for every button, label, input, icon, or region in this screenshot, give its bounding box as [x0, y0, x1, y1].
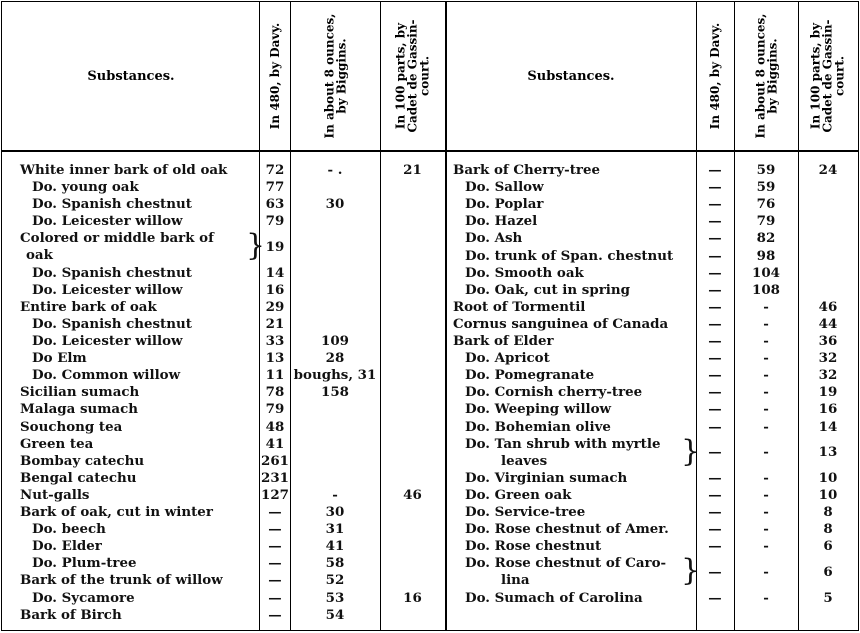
davy-value: 29 — [265, 298, 285, 315]
davy-value: — — [708, 179, 722, 196]
table-row — [20, 401, 445, 418]
table-row — [453, 213, 858, 230]
table-row — [20, 299, 445, 316]
table-row — [453, 487, 858, 504]
table-row — [20, 230, 445, 264]
substance-name: Do. Hazel — [465, 213, 538, 230]
table-row — [20, 316, 445, 333]
table-row — [20, 265, 445, 282]
biggins-value: - — [763, 298, 769, 315]
biggins-value: 98 — [756, 247, 776, 264]
davy-value: — — [268, 504, 282, 520]
biggins-value: 52 — [325, 572, 345, 589]
davy-value: 77 — [265, 179, 285, 196]
biggins-value: - — [763, 469, 769, 486]
right-biggins-header — [734, 2, 798, 152]
davy-value: — — [708, 444, 722, 461]
table-row — [20, 436, 445, 453]
biggins-value: - — [763, 563, 769, 580]
table-row — [20, 555, 445, 572]
table-row — [20, 572, 445, 589]
cadet-value: 10 — [818, 486, 838, 503]
davy-value: — — [708, 230, 722, 247]
table-row — [20, 162, 445, 179]
biggins-value: 59 — [756, 162, 776, 178]
left-substances-header — [2, 2, 260, 152]
substance-name: Do. Service-tree — [465, 504, 586, 520]
cadet-value: 19 — [818, 384, 838, 401]
substance-name: Bark of the trunk of willow — [20, 572, 223, 589]
table-row — [20, 521, 445, 538]
substance-name: Nut-galls — [20, 486, 90, 503]
biggins-value: - — [763, 521, 769, 538]
davy-value: 231 — [261, 469, 289, 486]
table-row — [20, 333, 445, 350]
biggins-value: 28 — [325, 350, 345, 367]
substance-name: Do. Leicester willow — [32, 333, 183, 349]
biggins-value: - — [763, 418, 769, 435]
table-row — [453, 521, 858, 538]
right-cadet-header — [798, 2, 858, 152]
davy-value: — — [708, 247, 722, 264]
substance-name: Sicilian sumach — [20, 384, 140, 401]
davy-value: — — [708, 367, 722, 384]
table-row — [453, 248, 858, 265]
biggins-value: 53 — [325, 589, 345, 606]
substance-name: Do. Virginian sumach — [465, 469, 628, 486]
substance-name: Do. Sycamore — [32, 589, 135, 606]
cadet-value: 21 — [403, 162, 422, 178]
davy-value: — — [708, 589, 722, 606]
biggins-value: 109 — [321, 333, 349, 349]
cadet-value: 46 — [403, 486, 422, 503]
substance-name: Malaga sumach — [20, 401, 138, 418]
substance-name: Do. Rose chestnut of Amer. — [465, 521, 669, 538]
davy-value: 79 — [265, 213, 285, 230]
right-davy-header — [696, 2, 734, 152]
cadet-value: 44 — [818, 315, 838, 332]
cadet-value: 36 — [818, 333, 838, 349]
substance-name: Bengal catechu — [20, 469, 137, 486]
brace-icon: } — [681, 553, 701, 589]
substance-name: Do. Elder — [32, 538, 102, 555]
davy-value: — — [708, 538, 722, 555]
biggins-value: 108 — [752, 281, 780, 298]
davy-value: — — [708, 469, 722, 486]
substance-name: Do. Pomegranate — [465, 367, 595, 384]
davy-value: — — [268, 538, 282, 555]
table-row — [453, 196, 858, 213]
substance-name: Bark of Elder — [453, 333, 554, 349]
cadet-value: 24 — [818, 162, 838, 178]
substance-name: Root of Tormentil — [453, 298, 586, 315]
biggins-value: - — [763, 538, 769, 555]
davy-value: — — [708, 333, 722, 349]
substance-name: Do. Apricot — [465, 350, 550, 367]
davy-value: — — [708, 401, 722, 418]
biggins-value: - — [763, 589, 769, 606]
substance-name: Green tea — [20, 435, 94, 452]
center-rule — [445, 2, 447, 630]
davy-value: — — [708, 504, 722, 520]
substance-name: Do. Spanish chestnut — [32, 315, 192, 332]
table-row — [20, 179, 445, 196]
davy-value: — — [268, 555, 282, 572]
cadet-value: 13 — [818, 444, 838, 461]
davy-value: — — [708, 196, 722, 213]
biggins-value: - — [763, 504, 769, 520]
biggins-value: - — [763, 486, 769, 503]
substance-name: Do. Green oak — [465, 486, 572, 503]
substance-name: Bombay catechu — [20, 452, 145, 469]
davy-value: — — [708, 315, 722, 332]
table-row — [453, 230, 858, 247]
biggins-value: 30 — [325, 504, 345, 520]
right-davy-label: In 480, by Davy. — [708, 22, 723, 130]
table-row — [20, 590, 445, 607]
cadet-value: 16 — [403, 589, 422, 606]
right-substances-label: Substances. — [527, 68, 615, 84]
substance-name: Colored or middle bark of — [20, 230, 214, 247]
substance-name: Do. Leicester willow — [32, 213, 183, 230]
davy-value: — — [708, 350, 722, 367]
davy-value: 33 — [265, 333, 285, 349]
davy-value: — — [708, 486, 722, 503]
table-row — [453, 316, 858, 333]
davy-value: — — [268, 606, 282, 623]
biggins-value: - — [763, 350, 769, 367]
davy-value: — — [268, 589, 282, 606]
table-row — [20, 538, 445, 555]
table-row — [20, 453, 445, 470]
cadet-value: 8 — [823, 521, 833, 538]
cadet-value: 6 — [823, 563, 833, 580]
substance-name-continued: leaves — [501, 452, 548, 469]
substance-name: Do. Leicester willow — [32, 281, 183, 298]
table-row — [453, 538, 858, 555]
biggins-value: - — [763, 333, 769, 349]
biggins-value: - — [763, 401, 769, 418]
biggins-value: 104 — [752, 264, 780, 281]
cadet-value: 32 — [818, 350, 838, 367]
substance-name: Do. Spanish chestnut — [32, 196, 192, 213]
davy-value: 79 — [265, 401, 285, 418]
davy-value: 41 — [265, 435, 285, 452]
table-row — [20, 367, 445, 384]
right-cadet-label: In 100 parts, by Cadet de Gassin- court. — [809, 19, 848, 133]
table-row — [453, 265, 858, 282]
biggins-value: - . — [327, 162, 343, 178]
table-row — [20, 487, 445, 504]
substance-name: Do. young oak — [32, 179, 139, 196]
substance-name: Do. trunk of Span. chestnut — [465, 247, 674, 264]
right-substances-header — [446, 2, 696, 152]
substance-name: Do. Cornish cherry-tree — [465, 384, 643, 401]
davy-value: — — [268, 521, 282, 538]
table-row — [453, 384, 858, 401]
biggins-value: 31 — [325, 521, 345, 538]
substance-name: Do. Bohemian olive — [465, 418, 611, 435]
davy-value: 16 — [265, 281, 285, 298]
substance-name: Do. Sumach of Carolina — [465, 589, 643, 606]
cadet-value: 6 — [823, 538, 833, 555]
davy-value: — — [268, 572, 282, 589]
substance-name: Do. Tan shrub with myrtle — [465, 435, 661, 452]
cadet-value: 14 — [818, 418, 838, 435]
biggins-value: 54 — [325, 606, 345, 623]
davy-value: 14 — [265, 264, 285, 281]
davy-value: 13 — [265, 350, 285, 367]
substance-name: Bark of Birch — [20, 606, 122, 623]
table-row — [453, 419, 858, 436]
davy-value: — — [708, 521, 722, 538]
table-row — [20, 350, 445, 367]
table-row — [453, 433, 858, 470]
table-row — [453, 470, 858, 487]
table-row — [453, 282, 858, 299]
left-cadet-header — [380, 2, 446, 152]
biggins-value: - — [763, 444, 769, 461]
table-row — [453, 350, 858, 367]
substance-name: Do. Smooth oak — [465, 264, 584, 281]
substance-name: Do. Oak, cut in spring — [465, 281, 630, 298]
biggins-value: 158 — [321, 384, 349, 401]
cadet-value: 46 — [818, 298, 838, 315]
table-row — [453, 299, 858, 316]
substance-name: Entire bark of oak — [20, 298, 157, 315]
substance-name-continued: oak — [26, 247, 53, 264]
davy-value: — — [708, 563, 722, 580]
cadet-value: 32 — [818, 367, 838, 384]
davy-value: — — [708, 418, 722, 435]
table-row — [20, 384, 445, 401]
davy-value: 72 — [265, 162, 285, 178]
substance-name: Do. Weeping willow — [465, 401, 612, 418]
left-biggins-header — [290, 2, 380, 152]
substance-name: Do. Ash — [465, 230, 523, 247]
davy-value: 21 — [265, 315, 285, 332]
substance-name: Do. Common willow — [32, 367, 181, 384]
left-davy-header — [260, 2, 290, 152]
table-row — [20, 470, 445, 487]
davy-value: 11 — [265, 367, 285, 384]
biggins-value: 82 — [756, 230, 776, 247]
davy-value: 261 — [261, 452, 289, 469]
substance-name: Bark of Cherry-tree — [453, 162, 600, 178]
left-davy-label: In 480, by Davy. — [268, 22, 283, 130]
davy-value: 19 — [265, 238, 285, 255]
cadet-value: 5 — [823, 589, 833, 606]
cadet-value: 8 — [823, 504, 833, 520]
davy-value: — — [708, 298, 722, 315]
substance-name: Do. Plum-tree — [32, 555, 137, 572]
davy-value: 48 — [265, 418, 285, 435]
biggins-value: 30 — [325, 196, 345, 213]
substance-name: Do. Sallow — [465, 179, 544, 196]
table-row — [20, 419, 445, 436]
substance-name: Do. Rose chestnut — [465, 538, 602, 555]
right-biggins-label: In about 8 ounces, by Biggins. — [753, 13, 779, 139]
biggins-value: 59 — [756, 179, 776, 196]
substance-name: Souchong tea — [20, 418, 123, 435]
substance-name: Do. Spanish chestnut — [32, 264, 192, 281]
substance-name: Do. Rose chestnut of Caro- — [465, 555, 667, 572]
left-substances-label: Substances. — [87, 68, 175, 84]
biggins-value: - — [763, 367, 769, 384]
davy-value: — — [708, 162, 722, 178]
biggins-value: 41 — [325, 538, 345, 555]
substance-name: White inner bark of old oak — [20, 162, 228, 178]
cadet-value: 16 — [818, 401, 838, 418]
biggins-value: - — [332, 486, 338, 503]
brace-icon: } — [246, 228, 266, 264]
tannin-table — [1, 1, 859, 631]
davy-value: — — [708, 281, 722, 298]
table-row — [20, 504, 445, 521]
biggins-value: 76 — [756, 196, 776, 213]
table-row — [453, 590, 858, 607]
substance-name: Cornus sanguinea of Canada — [453, 315, 669, 332]
biggins-value: - — [763, 384, 769, 401]
substance-name-continued: lina — [501, 572, 530, 589]
davy-value: 63 — [265, 196, 285, 213]
table-row — [453, 367, 858, 384]
cadet-value: 10 — [818, 469, 838, 486]
table-row — [453, 333, 858, 350]
left-cadet-label: In 100 parts, by Cadet de Gassin- court. — [394, 19, 433, 133]
biggins-value: 58 — [325, 555, 345, 572]
table-row — [20, 282, 445, 299]
biggins-value: - — [763, 315, 769, 332]
davy-value: 127 — [261, 486, 289, 503]
substance-name: Bark of oak, cut in winter — [20, 504, 213, 520]
substance-name: Do. beech — [32, 521, 106, 538]
table-row — [20, 607, 445, 624]
left-biggins-label: In about 8 ounces, by Biggins. — [322, 13, 348, 139]
table-row — [20, 196, 445, 213]
brace-icon: } — [681, 433, 701, 469]
biggins-value: boughs, 31 — [293, 367, 377, 384]
table-row — [453, 555, 858, 589]
table-row — [453, 401, 858, 418]
substance-name: Do. Poplar — [465, 196, 544, 213]
substance-name: Do Elm — [32, 350, 87, 367]
davy-value: 78 — [265, 384, 285, 401]
biggins-value: 79 — [756, 213, 776, 230]
davy-value: — — [708, 264, 722, 281]
table-row — [20, 213, 445, 230]
davy-value: — — [708, 384, 722, 401]
table-row — [453, 504, 858, 521]
table-row — [453, 162, 858, 179]
table-row — [453, 179, 858, 196]
davy-value: — — [708, 213, 722, 230]
